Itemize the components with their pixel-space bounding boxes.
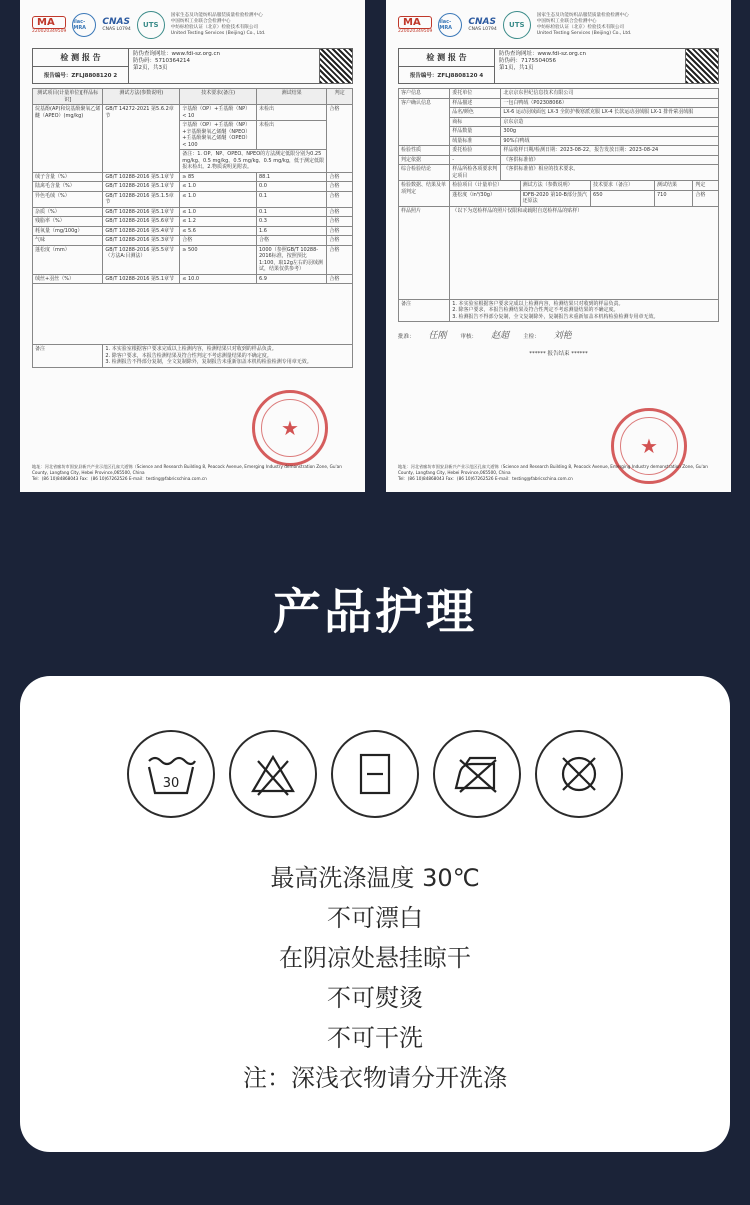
cell: 委托检验 bbox=[450, 146, 501, 156]
cell: 合格 bbox=[327, 191, 353, 207]
col-header: 测试方法(参数说明) bbox=[103, 89, 180, 105]
cell: GB/T 10288-2016 第5.3章节 bbox=[103, 236, 180, 246]
table-row bbox=[399, 98, 719, 108]
cell: 0.1 bbox=[256, 191, 326, 207]
cell: GB/T 10288-2016 第5.1章节 bbox=[103, 274, 180, 284]
cell: IDFB-2020 第10-B部分蒸汽还原法 bbox=[520, 190, 590, 206]
table-row bbox=[33, 105, 353, 121]
reviewer-label: 审核： bbox=[460, 334, 478, 340]
col-header: 测试方法（参数说明） bbox=[520, 181, 590, 191]
cell: 合格 bbox=[327, 217, 353, 227]
cell: 商标 bbox=[450, 117, 501, 127]
cell: 绒量标准 bbox=[450, 136, 501, 146]
col-header: 技术要求(备注) bbox=[180, 89, 257, 105]
cell: 样品数量 bbox=[450, 127, 501, 137]
org-name-4: United Testing Services (Beijing) Co., Ltd. bbox=[170, 31, 266, 36]
ma-number: 220020349509 bbox=[398, 29, 433, 34]
table-row bbox=[33, 226, 353, 236]
photo-label: 样品照片 bbox=[399, 206, 450, 299]
cell: - bbox=[450, 155, 501, 165]
cell: 客户信息 bbox=[399, 89, 450, 99]
table-row bbox=[33, 191, 353, 207]
verify-url: 防伪查询网址：www.fdi-sz.org.cn bbox=[133, 51, 220, 57]
cell: 90%白鸭绒 bbox=[501, 136, 719, 146]
col-header: 判定 bbox=[327, 89, 353, 105]
footer-contact: Tel：(86 10)84868043 Fax：(86 10)67262526 E-mail：testing@fabricschina.com.cn bbox=[32, 476, 207, 481]
cell: 样品描述 bbox=[450, 98, 501, 108]
cell: 备注：1. OP、NP、OPEO、NPEO的方法测定低限分别为0.25 mg/kg、0.5 mg/kg、0.5 mg/kg、0.5 mg/kg，低于测定低限报未检出。2.物质说明见附表。 bbox=[180, 150, 327, 173]
cell: 0.3 bbox=[256, 217, 326, 227]
care-line-wash-temp: 最高洗涤温度 30℃ bbox=[270, 864, 480, 892]
cell: ≤ 10.0 bbox=[180, 274, 257, 284]
uts-logo: UTS bbox=[503, 11, 531, 39]
cell: 北京京东世纪信息技术有限公司 bbox=[501, 89, 719, 99]
report-title: 检 测 报 告 bbox=[399, 49, 494, 67]
cell: ≤ 1.0 bbox=[180, 191, 257, 207]
org-name-2: 中国纺织工业联合会检测中心 bbox=[536, 19, 597, 24]
cell: 合格 bbox=[327, 172, 353, 182]
table-row bbox=[33, 236, 353, 246]
footer-address: 地址：河北省廊坊市固安县新兴产业示范区孔雀大道锦（Science and Research Building 8, Peacock Avenue, Emerging Industry demonstration Zone, Gu'an County, Langfang City, Hebei Province,065500, China bbox=[398, 464, 708, 475]
org-names bbox=[171, 13, 266, 37]
ma-number: 220020349509 bbox=[32, 29, 67, 34]
cell: 耗氧量（mg/100g） bbox=[33, 226, 103, 236]
cell: 300g bbox=[501, 127, 719, 137]
cell: 710 bbox=[654, 190, 692, 206]
qr-code bbox=[685, 49, 718, 83]
cnas-logo: CNAS bbox=[468, 17, 496, 27]
table-row bbox=[33, 245, 353, 274]
page-info: 第2页，共3页 bbox=[133, 65, 168, 71]
remarks-row bbox=[399, 299, 719, 322]
photo-note: （以下为送检样品的照片仅限和或载附自送检样品的贴样） bbox=[450, 206, 719, 299]
care-line-no-bleach: 不可漂白 bbox=[327, 904, 423, 932]
blank-area bbox=[33, 284, 353, 345]
cell: 1.6 bbox=[256, 226, 326, 236]
results-table bbox=[32, 88, 353, 368]
cell: ≤ 1.2 bbox=[180, 217, 257, 227]
care-line-dry-shade: 在阴凉处悬挂晾干 bbox=[279, 944, 471, 972]
wash-temperature-label: 30 bbox=[162, 776, 180, 791]
cell: 异色毛绒（%） bbox=[33, 191, 103, 207]
report-number: 报告编号：ZFLJ8808120 2 bbox=[43, 72, 118, 79]
care-card bbox=[20, 676, 730, 1152]
verify-code: 防伪码：5710364214 bbox=[133, 58, 190, 64]
table-row bbox=[33, 172, 353, 182]
stamp-star: ★ bbox=[620, 417, 678, 475]
cell: 陆禽毛含量（%） bbox=[33, 182, 103, 192]
cell: 合格 bbox=[256, 236, 326, 246]
cell: 未检出 bbox=[256, 121, 326, 150]
report-title: 检 测 报 告 bbox=[33, 49, 128, 67]
cell: GB/T 10288-2016 第5.5章节（方法A:目测法） bbox=[103, 245, 180, 274]
cell: 气味 bbox=[33, 236, 103, 246]
care-line-no-iron: 不可熨烫 bbox=[327, 984, 423, 1012]
certification-logos bbox=[32, 8, 353, 42]
cell: 蓬松度（mm） bbox=[33, 245, 103, 274]
ma-logo: MA bbox=[32, 16, 66, 29]
cell: 0.0 bbox=[256, 182, 326, 192]
cell: 合格 bbox=[180, 236, 257, 246]
ma-logo: MA bbox=[398, 16, 432, 29]
cell: GB/T 10288-2016 第5.1章节 bbox=[103, 182, 180, 192]
table-row bbox=[33, 217, 353, 227]
remark-line: 2. 除客户要求，本报告检测结果及符合性判定不考虑测量结果的不确定度。 bbox=[452, 307, 619, 313]
footer-address: 地址：河北省廊坊市固安县新兴产业示范区孔雀大道锦（Science and Research Building 8, Peacock Avenue, Emerging Industry demonstration Zone, Gu'an County, Langfang City, Hebei Province,065500, China bbox=[32, 464, 342, 475]
table-row bbox=[33, 274, 353, 284]
report-end-mark: ****** 报告结束 ****** bbox=[529, 351, 588, 357]
cell: 1000（参照GB/T 10288-2016标准，按照预比1:100，取12g左右的羽绒测试，结果仅供参考） bbox=[256, 245, 326, 274]
report-footer bbox=[32, 464, 353, 482]
cell: 绒丝+羽丝（%） bbox=[33, 274, 103, 284]
cell: 合格 bbox=[327, 207, 353, 217]
signature-row bbox=[398, 328, 719, 341]
cell: 品名/颜色 bbox=[450, 108, 501, 118]
cell: 合格 bbox=[327, 105, 353, 173]
care-section-title: 产品护理 bbox=[272, 584, 477, 640]
cnas-logo: CNAS bbox=[102, 17, 130, 27]
care-line-note: 注：深浅衣物请分开洗涤 bbox=[243, 1064, 507, 1092]
cell: 委托单位 bbox=[450, 89, 501, 99]
cell: ≥ 500 bbox=[180, 245, 257, 274]
col-header: 技术要求（备注） bbox=[590, 181, 654, 191]
footer-contact: Tel：(86 10)84868043 Fax：(86 10)67262526 E-mail：testing@fabricschina.com.cn bbox=[398, 476, 573, 481]
test-result-table bbox=[398, 180, 719, 322]
care-line-no-dry-clean: 不可干洗 bbox=[327, 1024, 423, 1052]
approver-signature: 任刚 bbox=[428, 331, 447, 341]
cnas-number: CNAS L0794 bbox=[102, 27, 131, 32]
cell: 绒子含量（%） bbox=[33, 172, 103, 182]
cell: 合格 bbox=[327, 274, 353, 284]
cell: 客户确认信息 bbox=[399, 98, 450, 146]
col-header: 检验项目（计量单位） bbox=[450, 181, 520, 191]
cell: ≤ 5.6 bbox=[180, 226, 257, 236]
remark-line: 1. 本实验室根据客户要求完成以上检测内容，检测结果只对收到的样品负责。 bbox=[105, 346, 277, 352]
result-label: 检验数据、结果及单项判定 bbox=[399, 181, 450, 207]
cell: 《客供标准值》相应的技术要求。 bbox=[501, 165, 719, 181]
remark-line: 1. 本实验室根据客户要求完成以上检测内容，检测结果只对收到的样品负责。 bbox=[452, 300, 624, 307]
cell: 综合检验结论 bbox=[399, 165, 450, 181]
test-report-page-1 bbox=[386, 0, 731, 492]
cell: 《客供标准值》 bbox=[501, 155, 719, 165]
cell: ≥ 85 bbox=[180, 172, 257, 182]
ilac-logo: ilac-MRA bbox=[72, 13, 96, 37]
test-report-page-2 bbox=[20, 0, 365, 492]
inspector-label: 主检： bbox=[523, 334, 540, 340]
stamp-star: ★ bbox=[261, 399, 319, 457]
cell: 6.9 bbox=[256, 274, 326, 284]
org-name-4: United Testing Services (Beijing) Co., Ltd. bbox=[536, 31, 632, 36]
cell: 合格 bbox=[327, 245, 353, 274]
verify-code: 防伪码：7175504056 bbox=[499, 58, 556, 64]
cell: 0.1 bbox=[256, 207, 326, 217]
col-header: 判定 bbox=[693, 181, 719, 191]
cell: 蓬松度（in³/30g） bbox=[450, 190, 520, 206]
cell: 检验性质 bbox=[399, 146, 450, 156]
no-bleach-icon bbox=[229, 730, 317, 818]
org-name-2: 中国纺织工业联合会检测中心 bbox=[170, 19, 231, 24]
cell: GB/T 10288-2016 第5.6章节 bbox=[103, 217, 180, 227]
cell: 辛基酚（OP）+壬基酚（NP）< 10 bbox=[180, 105, 257, 121]
page-info: 第1页，共1页 bbox=[499, 65, 534, 71]
remark-line: 3. 检测报告不得部分复制，全文复制除外，复制报告未重新加盖本机构检验检测专用章无效。 bbox=[105, 359, 312, 365]
cell: 650 bbox=[590, 190, 654, 206]
remarks-label: 备注 bbox=[33, 345, 103, 368]
approver-label: 批准： bbox=[398, 334, 415, 340]
report-number: 报告编号：ZFLJ8808120 4 bbox=[409, 72, 484, 79]
qr-code bbox=[319, 49, 352, 83]
cell: 合格 bbox=[327, 236, 353, 246]
cell: 辛基酚（OP）+壬基酚（NP）+辛基酚聚氧乙烯醚（NPEO）+壬基酚聚氧乙烯醚（OPEO）< 100 bbox=[180, 121, 257, 150]
cell: LX-6 运动羽绒面包 LX-3 全防护极寒派克服 LX-4 长款运动羽绒服 LX-1 排骨萦羽绒服 bbox=[501, 108, 719, 118]
table-row bbox=[33, 207, 353, 217]
col-header: 测试结果 bbox=[256, 89, 326, 105]
care-instructions bbox=[20, 858, 730, 1098]
table-row bbox=[399, 146, 719, 156]
org-name-3: 中纺标检验认证（北京）检验技术有限公司 bbox=[536, 25, 625, 30]
report-info-table bbox=[398, 88, 719, 181]
remark-line: 2. 除客户要求，本报告检测结果及符合性判定不考虑测量结果的不确定度。 bbox=[105, 352, 272, 359]
line-dry-shade-icon bbox=[331, 730, 419, 818]
no-iron-icon bbox=[433, 730, 521, 818]
cell: 京东京造 bbox=[501, 117, 719, 127]
report-footer bbox=[398, 464, 719, 482]
cell: GB/T 10288-2016 第5.1.5章节 bbox=[103, 191, 180, 207]
no-dry-clean-icon bbox=[535, 730, 623, 818]
table-row bbox=[399, 89, 719, 99]
uts-logo: UTS bbox=[137, 11, 165, 39]
cell: 样品所检各项要求判定项目 bbox=[450, 165, 501, 181]
cell: ≤ 1.0 bbox=[180, 182, 257, 192]
cell: GB/T 10288-2016 第5.1章节 bbox=[103, 207, 180, 217]
cell: ≤ 1.0 bbox=[180, 207, 257, 217]
report-header bbox=[398, 48, 719, 84]
cell: GB/T 10288-2016 第5.4章节 bbox=[103, 226, 180, 236]
col-header: 测试结果 bbox=[654, 181, 692, 191]
cell: GB/T 14272-2021 第5.6.2章节 bbox=[103, 105, 180, 173]
reviewer-signature: 赵超 bbox=[491, 331, 510, 341]
remarks-row bbox=[33, 345, 353, 368]
col-header: 测试项目(计量单位)[样品标识] bbox=[33, 89, 103, 105]
table-row bbox=[399, 155, 719, 165]
remark-line: 3. 检测报告不得部分复制，全文复制除外，复制报告未重新加盖本机构检验检测专用章无效。 bbox=[452, 313, 659, 320]
wash-30-icon bbox=[127, 730, 215, 818]
cell: 合格 bbox=[693, 190, 719, 206]
cell: 烷基酚(AP)和烷基酚聚氧乙烯醚（APEO）(mg/kg) bbox=[33, 105, 103, 173]
org-name-1: 国家生态及功能纺织品服装质量检验检测中心 bbox=[170, 13, 263, 18]
cell: 一包白鸭绒（P02308066） bbox=[501, 98, 719, 108]
certification-logos bbox=[398, 8, 719, 42]
inspector-signature: 刘艳 bbox=[553, 331, 572, 341]
ilac-logo: ilac-MRA bbox=[438, 13, 462, 37]
cell: 残脂率（%） bbox=[33, 217, 103, 227]
table-row bbox=[33, 182, 353, 192]
org-name-1: 国家生态及功能纺织品服装质量检验检测中心 bbox=[536, 13, 629, 18]
cell: 样品收样日期/检测日期：2023-08-22，报告发放日期：2023-08-24 bbox=[501, 146, 719, 156]
remarks-label: 备注 bbox=[399, 299, 450, 322]
cell: 判定依据 bbox=[399, 155, 450, 165]
cell: 合格 bbox=[327, 226, 353, 236]
org-names bbox=[537, 13, 632, 37]
cell: 合格 bbox=[327, 182, 353, 192]
org-name-3: 中纺标检验认证（北京）检验技术有限公司 bbox=[170, 25, 259, 30]
cnas-number: CNAS L0794 bbox=[468, 27, 497, 32]
report-header bbox=[32, 48, 353, 84]
table-row bbox=[399, 165, 719, 181]
verify-url: 防伪查询网址：www.fdi-sz.org.cn bbox=[499, 51, 586, 57]
official-stamp bbox=[252, 390, 328, 466]
cell: 杂质（%） bbox=[33, 207, 103, 217]
cell: 未检出 bbox=[256, 105, 326, 121]
care-icons-row bbox=[20, 730, 730, 818]
cell: GB/T 10288-2016 第5.1章节 bbox=[103, 172, 180, 182]
cell: 88.1 bbox=[256, 172, 326, 182]
